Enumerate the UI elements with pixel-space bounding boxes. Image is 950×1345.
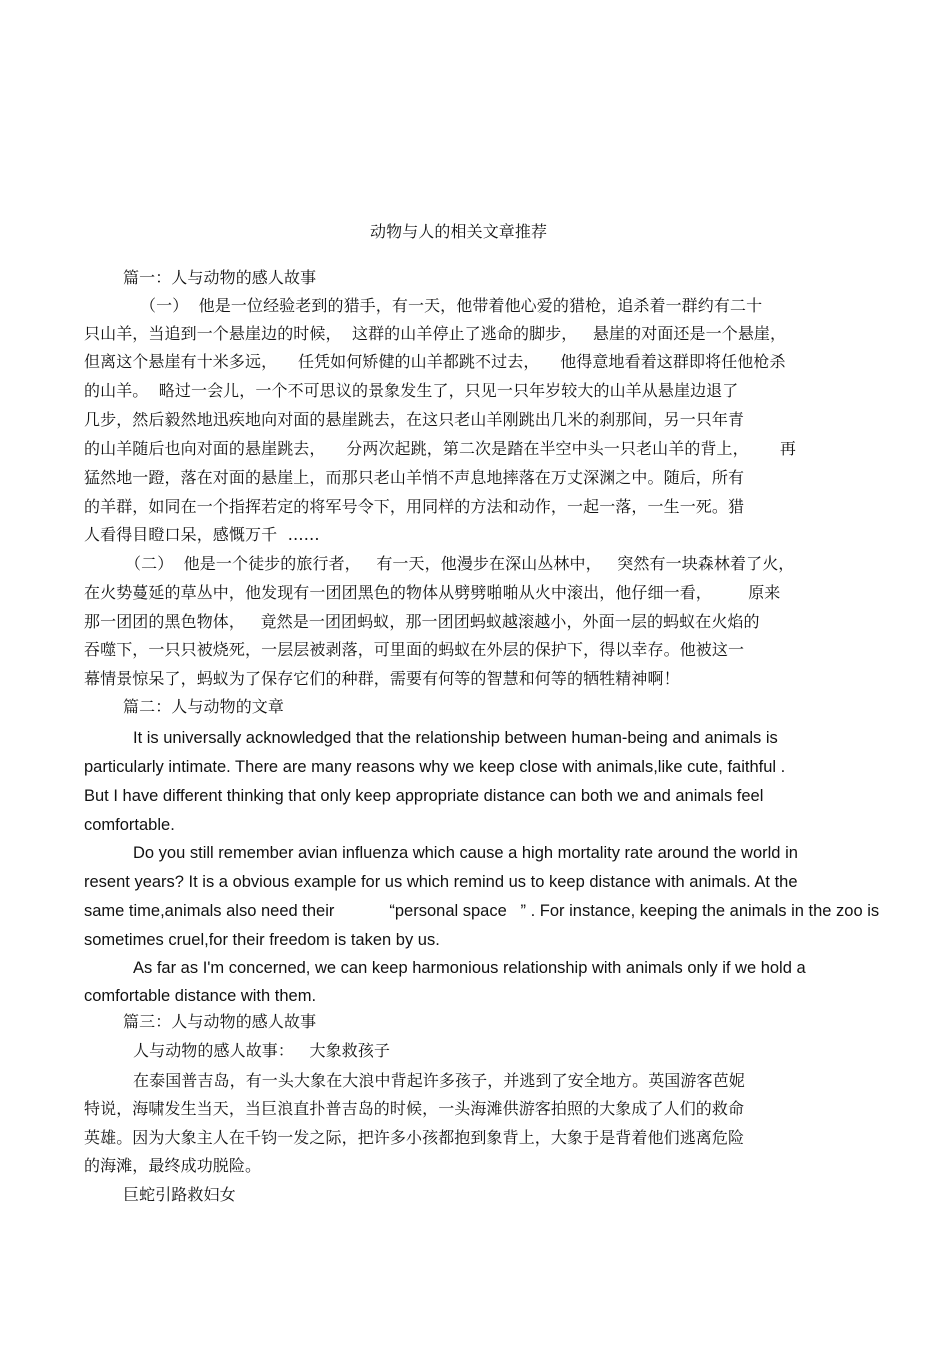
essay-para3-line: As far as I'm concerned, we can keep harmonious relationship with animals only if we hold a <box>133 959 806 977</box>
section-heading-3: 篇三：人与动物的感人故事 <box>123 1012 317 1031</box>
essay-para1-line: It is universally acknowledged that the relationship between human-being and animals is <box>133 729 778 747</box>
story-subheading: 人与动物的感人故事： 大象救孩子 <box>133 1041 391 1060</box>
story1-line: 的山羊随后也向对面的悬崖跳去， 分两次起跳，第二次是踏在半空中头一只老山羊的背上， 再 <box>84 439 796 458</box>
story2-line: 在火势蔓延的草丛中，他发现有一团团黑色的物体从劈劈啪啪从火中滚出，他仔细一看， 原来 <box>84 583 781 602</box>
story3-line: 英雄。因为大象主人在千钧一发之际，把许多小孩都抱到象背上，大象于是背着他们逃离危险 <box>84 1128 745 1147</box>
section-subheading-last: 巨蛇引路救妇女 <box>123 1185 236 1204</box>
story2-line: （二） 他是一个徒步的旅行者， 有一天，他漫步在深山丛林中， 突然有一块森林着了火， <box>125 554 795 573</box>
section-heading-2: 篇二：人与动物的文章 <box>123 697 285 716</box>
story1-line: 的山羊。 略过一会儿，一个不可思议的景象发生了，只见一只年岁较大的山羊从悬崖边退了 <box>84 381 739 400</box>
essay-para2-line: same time,animals also need their “personal space ” . For instance, keeping the animals in the zoo is <box>84 902 880 920</box>
story1-line: 几步，然后毅然地迅疾地向对面的悬崖跳去，在这只老山羊刚跳出几米的刹那间，另一只年青 <box>84 410 745 429</box>
story1-line: 的羊群，如同在一个指挥若定的将军号令下，用同样的方法和动作，一起一落，一生一死。猎 <box>84 497 745 516</box>
page-title: 动物与人的相关文章推荐 <box>370 222 548 241</box>
essay-para3-line: comfortable distance with them. <box>84 987 317 1005</box>
story1-line: 只山羊，当追到一个悬崖边的时候， 这群的山羊停止了逃命的脚步， 悬崖的对面还是一个悬崖， <box>84 324 787 343</box>
essay-para2-line: Do you still remember avian influenza which cause a high mortality rate around the world in <box>133 844 798 862</box>
essay-para2-line: sometimes cruel,for their freedom is taken by us. <box>84 931 440 949</box>
story3-line: 在泰国普吉岛，有一头大象在大浪中背起许多孩子，并逃到了安全地方。英国游客芭妮 <box>133 1071 745 1090</box>
story2-line: 吞噬下，一只只被烧死，一层层被剥落，可里面的蚂蚁在外层的保护下，得以幸存。他被这一 <box>84 640 745 659</box>
story1-line: 但离这个悬崖有十米多远， 任凭如何矫健的山羊都跳不过去， 他得意地看着这群即将任他枪杀 <box>84 352 786 371</box>
essay-para1-line: particularly intimate. There are many reasons why we keep close with animals,like cute, faithful . <box>84 758 786 776</box>
section-heading-1: 篇一：人与动物的感人故事 <box>123 268 317 287</box>
story3-line: 特说，海啸发生当天，当巨浪直扑普吉岛的时候，一头海滩供游客拍照的大象成了人们的救命 <box>84 1099 745 1118</box>
essay-para2-line: resent years? It is a obvious example for us which remind us to keep distance with animals. At the <box>84 873 798 891</box>
essay-para1-line: But I have different thinking that only keep appropriate distance can both we and animals feel <box>84 787 764 805</box>
story1-line: 人看得目瞪口呆，感慨万千 …… <box>84 525 320 544</box>
story1-line: （一） 他是一位经验老到的猎手，有一天，他带着他心爱的猎枪，追杀着一群约有二十 <box>140 296 763 315</box>
story3-line: 的海滩，最终成功脱险。 <box>84 1156 262 1175</box>
essay-para1-line: comfortable. <box>84 816 175 834</box>
story2-line: 那一团团的黑色物体， 竟然是一团团蚂蚁，那一团团蚂蚁越滚越小，外面一层的蚂蚁在火焰的 <box>84 612 760 631</box>
story1-line: 猛然地一蹬，落在对面的悬崖上，而那只老山羊悄不声息地摔落在万丈深渊之中。随后，所有 <box>84 468 745 487</box>
story2-line: 幕情景惊呆了，蚂蚁为了保存它们的种群，需要有何等的智慧和何等的牺牲精神啊！ <box>84 669 680 688</box>
